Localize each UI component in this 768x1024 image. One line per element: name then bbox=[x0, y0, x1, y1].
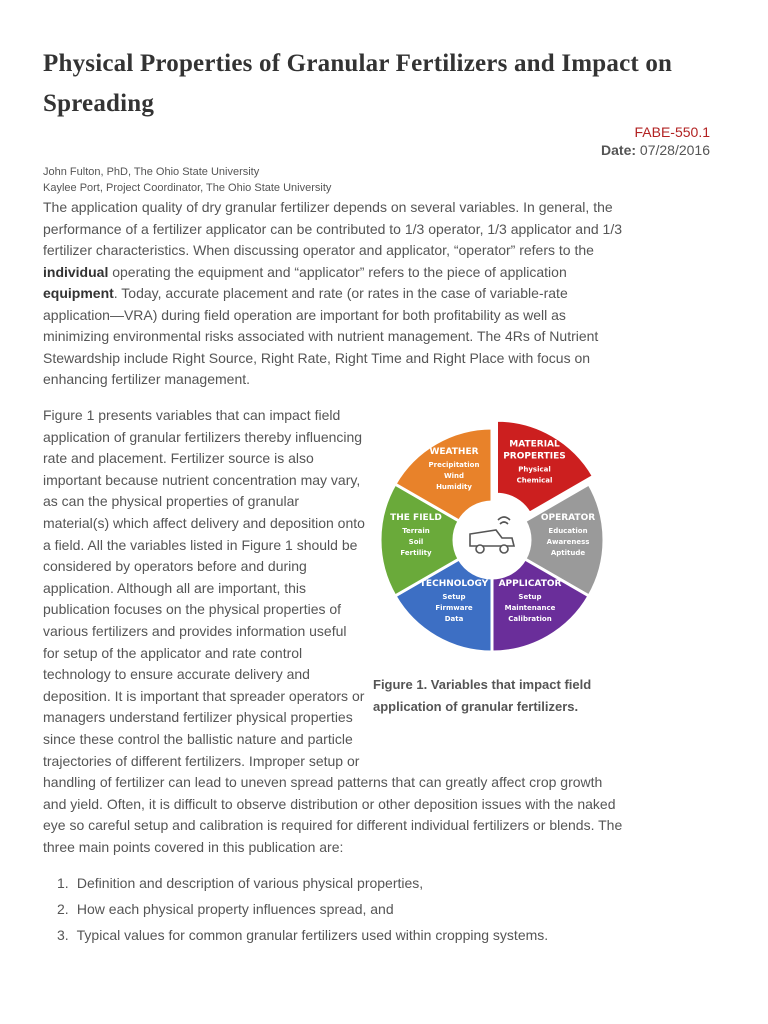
truck-wheel bbox=[500, 545, 508, 553]
intro-text: . Today, accurate placement and rate (or rates in the case of variable-rate application—VRA) during field operation are important for both profitability as well as minimizing environmental risks associated with nutrient management. The 4Rs of Nutrient Stewardship include Right Source, Right Rate, Right Time and Right Place with focus on enhancing fertilizer management. bbox=[43, 285, 599, 387]
figure-1-wheel bbox=[372, 410, 612, 670]
wheel-segment-item: Wind bbox=[443, 472, 465, 481]
wheel-center bbox=[458, 506, 526, 574]
wheel-segment-item: Physical bbox=[518, 465, 551, 474]
list-number: 2. bbox=[57, 901, 69, 917]
wheel-segment-title: TECHNOLOGY bbox=[419, 578, 489, 589]
wheel-segment-item: Firmware bbox=[435, 603, 473, 612]
date-row bbox=[601, 141, 710, 159]
list-text: Typical values for common granular fertilizers used within cropping systems. bbox=[76, 927, 549, 943]
main-points-list bbox=[43, 870, 548, 948]
list-item bbox=[43, 870, 548, 896]
wheel-segment-item: Soil bbox=[408, 538, 424, 546]
body-text: Figure 1 presents variables that can impact field application of granular fertilizers thereby influencing rate and placement. Fertilizer source is also important because nutrient concentration may vary, as can the physical properties of granular material(s) which affect delivery and deposition onto a field. All the variables listed in Figure 1 should be considered by operators before and during application. Although all are important, this publication focuses on the physical properties of various fertilizers and provides information useful for setup of the applicator and rate control technology to ensure accurate delivery and deposition. It is important that spreader operators or managers understand fertilizer physical properties since these control the ballistic nature and particle trajectories of different fertilizers. Improper setup or handling of fertilizer can lead to uneven spread patterns that can greatly affect crop growth and yield. Often, it is difficult to observe distribution or other deposition issues with the naked eye so careful setup and calibration is required for different individual fertilizers or blends. The three main points covered in this publication are: bbox=[43, 407, 623, 855]
wheel-segment-title: PROPERTIES bbox=[503, 451, 566, 462]
wheel-segment-item: Chemical bbox=[516, 476, 553, 485]
list-text: How each physical property influences spread, and bbox=[76, 901, 394, 917]
wheel-segment-item: Aptitude bbox=[550, 549, 586, 557]
author-line: Kaylee Port, Project Coordinator, The Ohio State University bbox=[43, 181, 332, 194]
wheel-segment-item: Awareness bbox=[546, 538, 590, 546]
wheel-segment-item: Setup bbox=[442, 592, 466, 601]
list-number: 3. bbox=[57, 927, 69, 943]
wheel-segment-title: THE FIELD bbox=[390, 513, 442, 523]
intro-bold-individual: individual bbox=[43, 263, 109, 280]
page-title: Physical Properties of Granular Fertilizers and Impact on Spreading bbox=[43, 50, 673, 117]
truck-wheel bbox=[476, 545, 484, 553]
date-label: Date: bbox=[601, 142, 637, 158]
wheel-segment-item: Setup bbox=[518, 592, 542, 601]
publication-date: 07/28/2016 bbox=[639, 142, 710, 158]
wheel-segment-item: Fertility bbox=[400, 549, 432, 557]
list-number: 1. bbox=[57, 875, 69, 891]
publication-code: FABE-550.1 bbox=[634, 124, 710, 140]
wheel-segment-item: Calibration bbox=[508, 614, 552, 623]
publication-meta bbox=[601, 123, 710, 159]
wheel-segment-title: WEATHER bbox=[429, 447, 479, 458]
wheel-segment-item: Terrain bbox=[402, 527, 430, 535]
intro-bold-equipment: equipment bbox=[43, 285, 114, 301]
figure-caption: Figure 1. Variables that impact field application of granular fertilizers. bbox=[373, 677, 592, 714]
author-line: John Fulton, PhD, The Ohio State University bbox=[43, 166, 260, 178]
wheel-segment-title: APPLICATOR bbox=[498, 578, 562, 589]
intro-text: The application quality of dry granular fertilizer depends on several variables. In general, the performance of a fertilizer applicator can be contributed to 1/3 operator, 1/3 applicator and 1/3 fertilizer characteristics. When discussing operator and applicator, “operator” refers to the bbox=[43, 199, 623, 258]
list-text: Definition and description of various physical properties, bbox=[76, 875, 424, 891]
list-item bbox=[43, 922, 548, 948]
authors bbox=[43, 165, 331, 196]
wheel-segment-title: MATERIAL bbox=[509, 439, 560, 450]
wheel-segment-item: Humidity bbox=[436, 483, 472, 492]
wheel-segment-item: Maintenance bbox=[504, 603, 556, 612]
wheel-segment-title: OPERATOR bbox=[540, 513, 596, 523]
list-item bbox=[43, 896, 548, 922]
wheel-segment-item: Precipitation bbox=[428, 461, 480, 470]
intro-paragraph bbox=[43, 197, 628, 391]
intro-text: operating the equipment and “applicator” refers to the piece of application bbox=[108, 263, 567, 280]
wheel-segment-item: Data bbox=[444, 614, 464, 623]
wheel-segment-item: Education bbox=[548, 527, 588, 535]
